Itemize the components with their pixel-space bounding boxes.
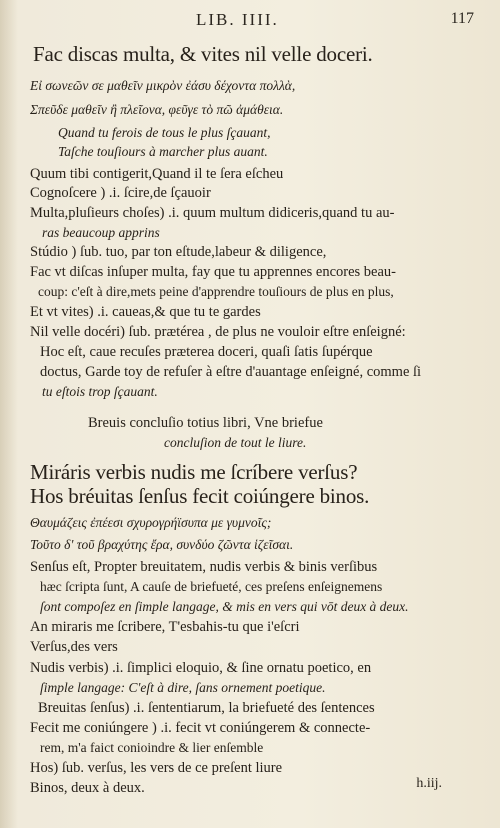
commentary-line: doctus, Garde toy de refuſer à eſtre d'auantage enſeigné, comme ſi — [40, 364, 422, 380]
page-number: 117 — [450, 10, 474, 27]
commentary-line: coup: c'eſt à dire,mets peine d'apprendre touſiours de plus en plus, — [38, 284, 394, 299]
commentary-line: Cognoſcere ) .i. ſcire,de ſçauoir — [30, 185, 211, 201]
commentary-line: ſont compoſez en ſimple langage, & mis en vers qui vōt deux à deux. — [40, 599, 409, 614]
commentary-line: An miraris me ſcribere, T'esbahis-tu que i'eſcri — [30, 619, 300, 635]
commentary-line: Nil velle docéri) ſub. prætérea , de plus ne vouloir eſtre enſeigné: — [30, 324, 406, 340]
commentary-line: Quum tibi contigerit,Quand il te ſera eſcheu — [30, 166, 284, 182]
signature-mark: h.iij. — [416, 776, 442, 791]
commentary-line: tu eſtois trop ſçauant. — [42, 384, 158, 399]
commentary-line: rem, m'a faict conioindre & lier enſemble — [40, 740, 264, 755]
french-verse-line: Taſche touſiours à marcher plus auant. — [58, 144, 268, 159]
running-head: LIB. IIII. — [196, 10, 279, 29]
commentary-line: Fecit me coniúngere ) .i. fecit vt coniúngerem & connecte- — [30, 720, 371, 736]
commentary-line: Hos) ſub. verſus, les vers de ce preſent liure — [30, 760, 283, 776]
greek-verse-line: Θαυμάζεις ἐπέεσι σχυρογρήϊσυπα με γυμνοῖς; — [30, 515, 272, 530]
commentary-line: ras beaucoup apprins — [42, 225, 160, 240]
commentary-line: Nudis verbis) .i. ſimplici eloquio, & ſine ornatu poetico, en — [30, 660, 372, 676]
commentary-line: Binos, deux à deux. — [30, 780, 145, 796]
verse-heading: Fac discas multa, & vites nil velle doceri. — [33, 42, 373, 66]
verse-heading: Miráris verbis nudis me ſcríbere verſus? — [30, 460, 358, 484]
commentary-line: Multa,pluſieurs choſes) .i. quum multum didiceris,quand tu au- — [30, 205, 395, 221]
french-verse-line: Quand tu ferois de tous le plus ſçauant, — [58, 125, 271, 140]
commentary-line: Et vt vites) .i. caueas,& que tu te gardes — [30, 304, 261, 320]
commentary-line: Senſus eſt, Propter breuitatem, nudis verbis & binis verſibus — [30, 559, 378, 575]
greek-verse-line: Σπεῦδε μαθεῖν ἢ πλεῖονα, φεῦγε τὸ πῶ ἀμάθεια. — [30, 102, 284, 117]
commentary-line: hæc ſcripta ſunt, A cauſe de briefueté, ces preſens enſeignemens — [40, 579, 383, 594]
greek-verse-line: Εἰ σωνεῶν σε μαθεῖν μικρὸν ἐάσυ δέχοντα πολλὰ, — [30, 78, 296, 93]
section-note: Breuis concluſio totius libri, Vne briefue — [88, 415, 323, 431]
commentary-line: Fac vt diſcas inſuper multa, fay que tu apprennes encores beau- — [30, 264, 396, 280]
section-note: concluſion de tout le liure. — [164, 435, 307, 450]
verse-heading: Hos bréuitas ſenſus fecit coiúngere binos. — [30, 484, 370, 508]
greek-verse-line: Τοῦτο δ' τοῦ βραχύτης ἔρα, συνδύο ζῶντα ἱζεῖσαι. — [30, 537, 294, 552]
commentary-line: Stúdio ) ſub. tuo, par ton eſtude,labeur & diligence, — [30, 244, 327, 260]
commentary-line: Hoc eſt, caue recuſes præterea doceri, quaſi ſatis ſupérque — [40, 344, 373, 360]
commentary-line: Breuitas ſenſus) .i. ſententiarum, la briefueté des ſentences — [38, 700, 375, 716]
commentary-line: ſimple langage: C'eſt à dire, ſans ornement poetique. — [40, 680, 326, 695]
commentary-line: Verſus,des vers — [30, 639, 118, 655]
